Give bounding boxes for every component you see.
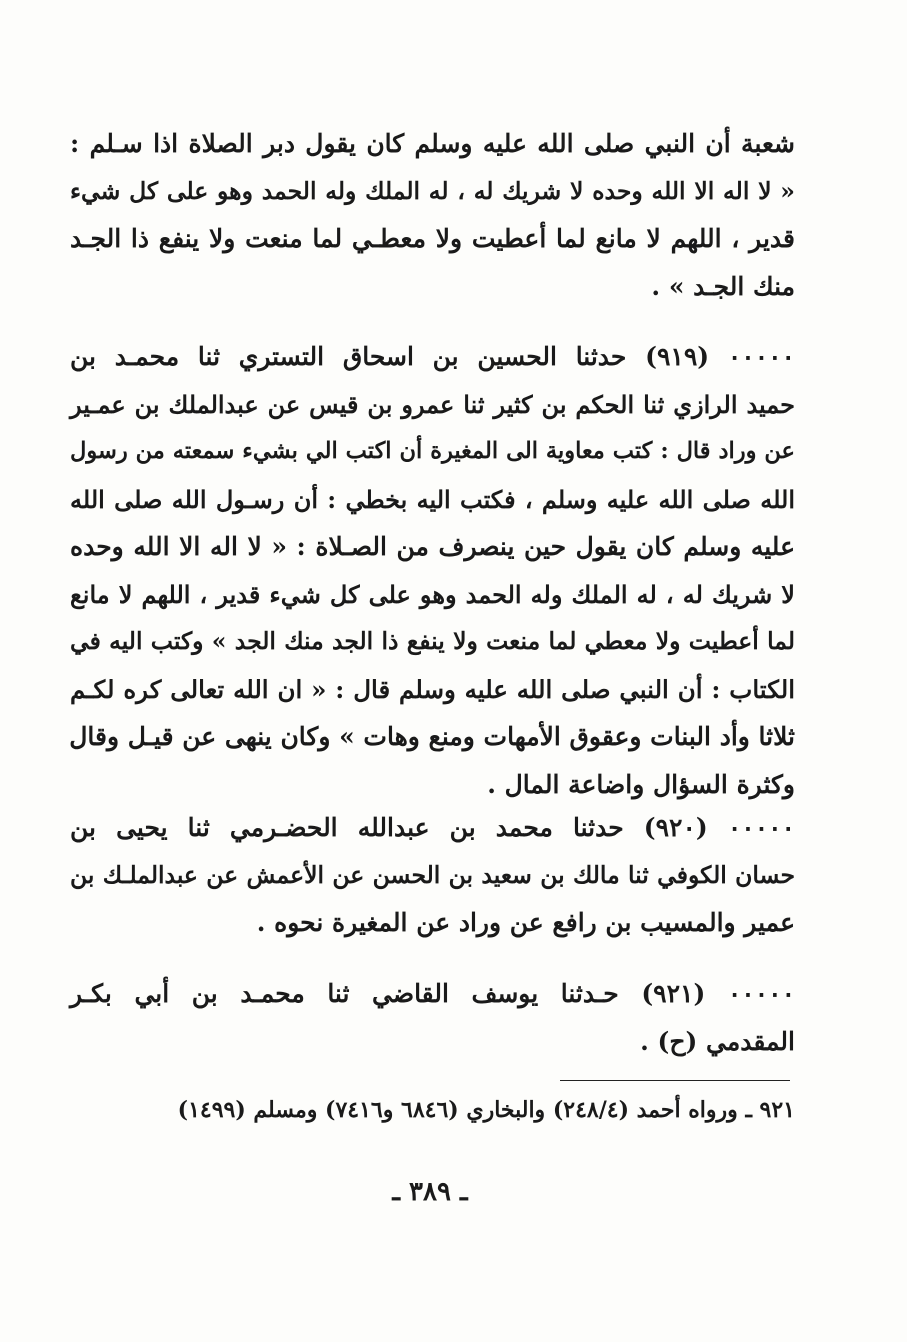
- text-line: لما أعطيت ولا معطي لما منعت ولا ينفع ذا الجد منك الجد » وكتب اليه في: [70, 627, 795, 655]
- text-line: الكتاب : أن النبي صلى الله عليه وسلم قال : « ان الله تعالى كره لكـم: [70, 674, 795, 704]
- text-line: ٠٠٠٠٠ (٩٢٠) حدثنا محمد بن عبدالله الحضـرمي ثنا يحيى بن: [70, 813, 795, 842]
- text-line: عمير والمسيب بن رافع عن وراد عن المغيرة نحوه .: [256, 908, 795, 937]
- text-line: ٠٠٠٠٠ (٩١٩) حدثنا الحسين بن اسحاق التستري ثنا محمـد بن: [70, 342, 795, 371]
- text-line: عليه وسلم كان يقول حين ينصرف من الصـلاة : « لا اله الا الله وحده: [70, 532, 795, 561]
- text-line: منك الجـد » .: [651, 271, 795, 301]
- page-number: ـ ٣٨٩ ـ: [392, 1177, 468, 1207]
- text-line: ثلاثا وأد البنات وعقوق الأمهات ومنع وهات » وكان ينهى عن قيـل وقال: [69, 722, 795, 751]
- footnote-divider: [560, 1080, 790, 1081]
- paragraph-hadith-921: [70, 970, 795, 1065]
- text-line: عن وراد قال : كتب معاوية الى المغيرة أن اكتب الي بشيء سمعته من رسول: [70, 438, 795, 464]
- text-line: الله صلى الله عليه وسلم ، فكتب اليه بخطي : أن رسـول الله صلى الله: [70, 484, 795, 514]
- paragraph-hadith-920: [70, 804, 795, 947]
- footnote: ٩٢١ ـ ورواه أحمد (٢٤٨/٤) والبخاري (٦٨٤٦ و٧٤١٦) ومسلم (١٤٩٩): [177, 1097, 795, 1123]
- text-line: قدير ، اللهم لا مانع لما أعطيت ولا معطـي لما منعت ولا ينفع ذا الجـد: [70, 224, 795, 253]
- paragraph-hadith-919: [70, 333, 795, 808]
- text-line: ٠٠٠٠٠ (٩٢١) حـدثنا يوسف القاضي ثنا محمـد بن أبي بكـر: [70, 979, 795, 1008]
- text-line: حميد الرازي ثنا الحكم بن كثير ثنا عمرو بن قيس عن عبدالملك بن عمـير: [70, 389, 795, 419]
- text-line: حسان الكوفي ثنا مالك بن سعيد بن الحسن عن الأعمش عن عبدالملـك بن: [70, 860, 795, 889]
- text-line: « لا اله الا الله وحده لا شريك له ، له الملك وله الحمد وهو على كل شيء: [70, 176, 795, 205]
- text-line: المقدمي (ح) .: [640, 1026, 795, 1056]
- text-line: وكثرة السؤال واضاعة المال .: [487, 769, 795, 799]
- text-line: لا شريك له ، له الملك وله الحمد وهو على كل شيء قدير ، اللهم لا مانع: [70, 579, 795, 609]
- paragraph-hadith-918-end: [70, 120, 795, 310]
- text-line: شعبة أن النبي صلى الله عليه وسلم كان يقول دبر الصلاة اذا سـلم :: [70, 129, 795, 158]
